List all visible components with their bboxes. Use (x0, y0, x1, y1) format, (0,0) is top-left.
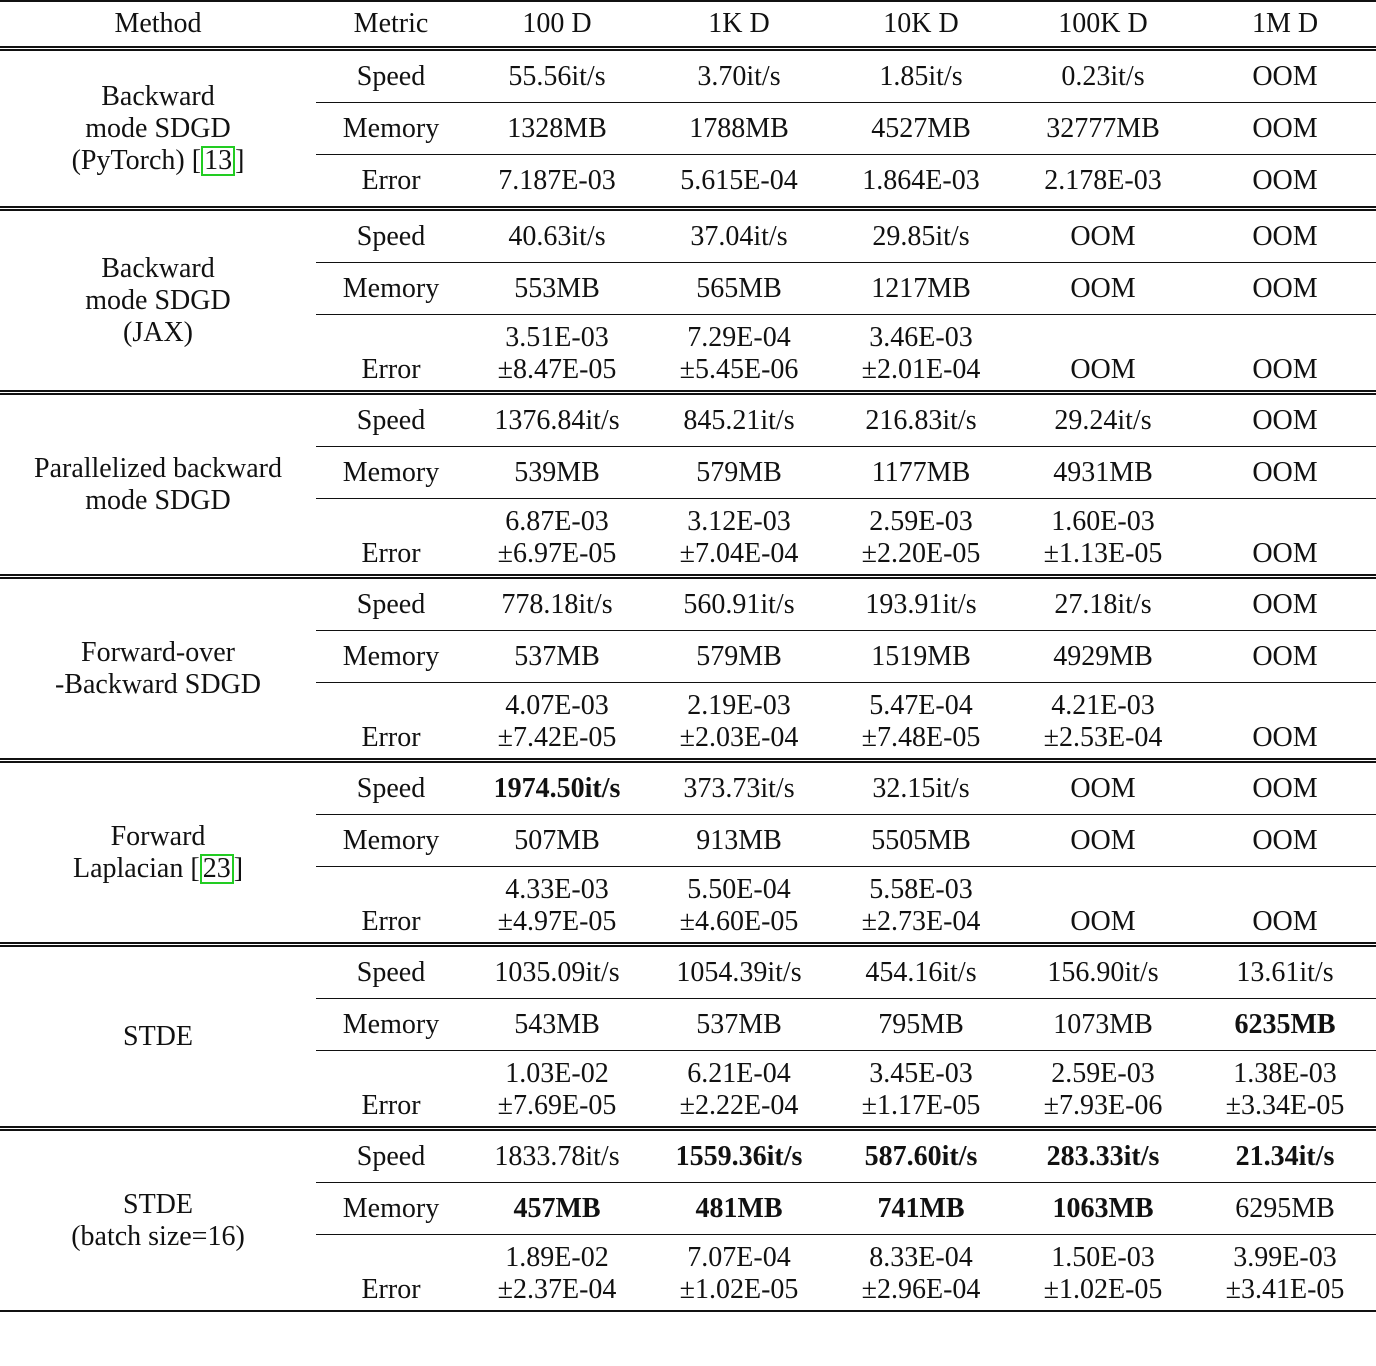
value-cell: 29.85it/s (872, 220, 970, 252)
value-cell: 373.73it/s (683, 772, 795, 804)
value-cell: 795MB (830, 999, 1012, 1051)
value-cell: OOM (1012, 867, 1194, 945)
header-100d: 100 D (466, 1, 648, 49)
mean-value: 1.03E-02 (505, 1058, 609, 1089)
value-cell: 741MB (830, 1183, 1012, 1235)
method-cell (0, 945, 316, 1129)
method-text: mode SDGD (85, 484, 231, 516)
table-row (0, 761, 1376, 815)
value-cell: 216.83it/s (865, 404, 977, 436)
value-cell: 37.04it/s (690, 220, 788, 252)
metric-cell: Error (316, 315, 466, 393)
table-row (0, 49, 1376, 103)
method-text: Forward (110, 820, 206, 852)
metric-cell: Error (316, 1051, 466, 1129)
method-group (0, 945, 1376, 1129)
value-cell: 27.18it/s (1054, 588, 1152, 620)
value-cell (830, 867, 1012, 945)
value-cell: 5505MB (830, 815, 1012, 867)
value-cell: 21.34it/s (1235, 1140, 1335, 1172)
value-cell: 1054.39it/s (676, 956, 802, 988)
header-metric: Metric (316, 1, 466, 49)
value-cell (830, 499, 1012, 577)
value-cell: OOM (1194, 683, 1376, 761)
method-text: mode SDGD (85, 112, 231, 144)
value-cell: 55.56it/s (508, 60, 606, 92)
std-value: ±2.22E-04 (679, 1090, 799, 1121)
method-group (0, 1129, 1376, 1312)
mean-value: 7.07E-04 (687, 1242, 791, 1273)
mean-value: 4.07E-03 (505, 690, 609, 721)
method-text: STDE (123, 1188, 193, 1220)
value-cell: OOM (1252, 772, 1318, 804)
method-cell (0, 761, 316, 945)
metric-cell: Speed (356, 956, 426, 988)
method-text: Parallelized backward (34, 452, 282, 484)
value-cell: 156.90it/s (1047, 956, 1159, 988)
value-cell: OOM (1194, 263, 1376, 315)
value-cell (1194, 1051, 1376, 1129)
method-name-line (4, 853, 312, 885)
value-cell (830, 1235, 1012, 1312)
method-group (0, 761, 1376, 945)
value-cell: 481MB (648, 1183, 830, 1235)
method-name-line (4, 1021, 312, 1053)
method-text: Backward (101, 252, 215, 284)
std-value: ±7.93E-06 (1043, 1090, 1163, 1121)
std-value: ±1.13E-05 (1043, 538, 1163, 569)
header-method: Method (0, 1, 316, 49)
std-value: ±1.02E-05 (1043, 1274, 1163, 1305)
std-value: ±3.41E-05 (1225, 1274, 1345, 1305)
value-cell: OOM (1012, 815, 1194, 867)
table-row (0, 209, 1376, 263)
value-cell (1012, 1051, 1194, 1129)
metric-cell: Speed (356, 588, 426, 620)
method-cell (0, 209, 316, 393)
method-name-line (4, 485, 312, 517)
citation-bracket: ] (235, 144, 245, 176)
value-cell: 537MB (466, 631, 648, 683)
mean-value: 6.87E-03 (505, 506, 609, 537)
mean-value: 5.50E-04 (687, 874, 791, 905)
method-name-line (4, 113, 312, 145)
metric-cell: Memory (316, 103, 466, 155)
value-cell: 2.178E-03 (1012, 155, 1194, 209)
value-cell: 565MB (648, 263, 830, 315)
method-group (0, 393, 1376, 577)
method-name-line (4, 821, 312, 853)
value-cell: 6295MB (1194, 1183, 1376, 1235)
value-cell: 778.18it/s (501, 588, 613, 620)
std-value: ±1.17E-05 (861, 1090, 981, 1121)
metric-cell: Memory (316, 1183, 466, 1235)
value-cell: 579MB (648, 631, 830, 683)
metric-cell: Error (316, 155, 466, 209)
header-1md: 1M D (1194, 1, 1376, 49)
mean-value: 6.21E-04 (687, 1058, 791, 1089)
mean-value: 1.50E-03 (1051, 1242, 1155, 1273)
value-cell (830, 1051, 1012, 1129)
mean-value: 2.19E-03 (687, 690, 791, 721)
header-1kd: 1K D (648, 1, 830, 49)
value-cell: 587.60it/s (864, 1140, 978, 1172)
value-cell: 1328MB (466, 103, 648, 155)
method-text: (batch size=16) (71, 1220, 245, 1252)
value-cell: OOM (1194, 155, 1376, 209)
method-text: -Backward SDGD (54, 668, 262, 700)
value-cell: 32777MB (1012, 103, 1194, 155)
value-cell: 1063MB (1012, 1183, 1194, 1235)
value-cell: 457MB (466, 1183, 648, 1235)
method-name-line (4, 285, 312, 317)
header-10kd: 10K D (830, 1, 1012, 49)
table-row (0, 945, 1376, 999)
value-cell: OOM (1070, 772, 1136, 804)
value-cell: 845.21it/s (683, 404, 795, 436)
metric-cell: Memory (316, 263, 466, 315)
value-cell: OOM (1012, 315, 1194, 393)
method-name-line (4, 81, 312, 113)
mean-value: 3.45E-03 (869, 1058, 973, 1089)
method-text: (PyTorch) [ (71, 144, 202, 176)
value-cell: 1833.78it/s (494, 1140, 620, 1172)
method-name-line (4, 145, 312, 177)
mean-value: 1.60E-03 (1051, 506, 1155, 537)
mean-value: 2.59E-03 (1051, 1058, 1155, 1089)
method-group (0, 209, 1376, 393)
std-value: ±2.96E-04 (861, 1274, 981, 1305)
citation-bracket: ] (233, 852, 244, 884)
value-cell: 5.615E-04 (648, 155, 830, 209)
method-text: Backward (101, 80, 215, 112)
value-cell: OOM (1252, 404, 1318, 436)
value-cell: OOM (1252, 60, 1318, 92)
mean-value: 1.38E-03 (1233, 1058, 1337, 1089)
method-text: Laplacian [ (72, 852, 200, 884)
mean-value: 7.29E-04 (687, 322, 791, 353)
value-cell: 3.70it/s (697, 60, 781, 92)
value-cell (1012, 499, 1194, 577)
std-value: ±8.47E-05 (497, 354, 617, 385)
method-group (0, 577, 1376, 761)
value-cell: 1559.36it/s (675, 1140, 803, 1172)
value-cell: 1177MB (830, 447, 1012, 499)
method-text: mode SDGD (85, 284, 231, 316)
value-cell: 1974.50it/s (493, 772, 621, 804)
mean-value: 3.46E-03 (869, 322, 973, 353)
value-cell: 507MB (466, 815, 648, 867)
value-cell (466, 683, 648, 761)
method-cell (0, 49, 316, 209)
method-name-line (4, 453, 312, 485)
value-cell (830, 683, 1012, 761)
method-name-line (4, 1189, 312, 1221)
std-value: ±1.02E-05 (679, 1274, 799, 1305)
value-cell: 1788MB (648, 103, 830, 155)
table-row (0, 393, 1376, 447)
value-cell: 1.864E-03 (830, 155, 1012, 209)
value-cell: 4527MB (830, 103, 1012, 155)
std-value: ±7.69E-05 (497, 1090, 617, 1121)
value-cell (648, 867, 830, 945)
value-cell: OOM (1012, 263, 1194, 315)
mean-value: 3.51E-03 (505, 322, 609, 353)
value-cell: 13.61it/s (1236, 956, 1334, 988)
method-cell (0, 393, 316, 577)
std-value: ±2.03E-04 (679, 722, 799, 753)
metric-cell: Speed (356, 1140, 426, 1172)
value-cell: 283.33it/s (1046, 1140, 1160, 1172)
std-value: ±2.20E-05 (861, 538, 981, 569)
value-cell (648, 499, 830, 577)
metric-cell: Speed (356, 60, 426, 92)
metric-cell: Error (316, 683, 466, 761)
method-text: STDE (123, 1020, 193, 1052)
table-row (0, 577, 1376, 631)
metric-cell: Speed (356, 772, 426, 804)
std-value: ±4.97E-05 (497, 906, 617, 937)
value-cell (466, 867, 648, 945)
value-cell: 6235MB (1194, 999, 1376, 1051)
value-cell: 454.16it/s (865, 956, 977, 988)
value-cell: 4931MB (1012, 447, 1194, 499)
value-cell: 560.91it/s (683, 588, 795, 620)
value-cell (1012, 683, 1194, 761)
std-value: ±2.73E-04 (861, 906, 981, 937)
value-cell: 0.23it/s (1061, 60, 1145, 92)
std-value: ±3.34E-05 (1225, 1090, 1345, 1121)
metric-cell: Memory (316, 815, 466, 867)
value-cell: OOM (1194, 103, 1376, 155)
value-cell: 193.91it/s (865, 588, 977, 620)
value-cell: 1035.09it/s (494, 956, 620, 988)
value-cell: OOM (1194, 447, 1376, 499)
value-cell: 40.63it/s (508, 220, 606, 252)
metric-cell: Error (316, 867, 466, 945)
mean-value: 3.12E-03 (687, 506, 791, 537)
value-cell: 1217MB (830, 263, 1012, 315)
value-cell: OOM (1070, 220, 1136, 252)
value-cell: OOM (1194, 315, 1376, 393)
std-value: ±2.53E-04 (1043, 722, 1163, 753)
std-value: ±7.04E-04 (679, 538, 799, 569)
mean-value: 5.58E-03 (869, 874, 973, 905)
std-value: ±2.37E-04 (497, 1274, 617, 1305)
value-cell: 1376.84it/s (494, 404, 620, 436)
method-name-line (4, 317, 312, 349)
value-cell: 539MB (466, 447, 648, 499)
metric-cell: Error (316, 499, 466, 577)
method-name-line (4, 1221, 312, 1253)
method-group (0, 49, 1376, 209)
value-cell (830, 315, 1012, 393)
citation-link[interactable]: 13 (201, 146, 235, 176)
method-text: Forward-over (81, 636, 235, 668)
value-cell: 7.187E-03 (466, 155, 648, 209)
metric-cell: Memory (316, 999, 466, 1051)
header-100kd: 100K D (1012, 1, 1194, 49)
value-cell: 537MB (648, 999, 830, 1051)
std-value: ±7.42E-05 (497, 722, 617, 753)
method-name-line (4, 253, 312, 285)
method-cell (0, 577, 316, 761)
value-cell: 1519MB (830, 631, 1012, 683)
value-cell (466, 315, 648, 393)
mean-value: 3.99E-03 (1233, 1242, 1337, 1273)
value-cell: OOM (1194, 499, 1376, 577)
value-cell: 1.85it/s (879, 60, 963, 92)
method-cell (0, 1129, 316, 1312)
value-cell: 29.24it/s (1054, 404, 1152, 436)
value-cell: 1073MB (1012, 999, 1194, 1051)
value-cell: 553MB (466, 263, 648, 315)
mean-value: 8.33E-04 (869, 1242, 973, 1273)
std-value: ±5.45E-06 (679, 354, 799, 385)
std-value: ±4.60E-05 (679, 906, 799, 937)
value-cell: OOM (1252, 220, 1318, 252)
value-cell (466, 1051, 648, 1129)
mean-value: 2.59E-03 (869, 506, 973, 537)
value-cell: 579MB (648, 447, 830, 499)
value-cell (1194, 1235, 1376, 1312)
method-name-line (4, 637, 312, 669)
mean-value: 4.21E-03 (1051, 690, 1155, 721)
metric-cell: Memory (316, 447, 466, 499)
method-name-line (4, 669, 312, 701)
value-cell (466, 499, 648, 577)
value-cell: 913MB (648, 815, 830, 867)
mean-value: 5.47E-04 (869, 690, 973, 721)
metric-cell: Speed (356, 404, 426, 436)
value-cell (648, 683, 830, 761)
value-cell (648, 315, 830, 393)
std-value: ±2.01E-04 (861, 354, 981, 385)
value-cell: 4929MB (1012, 631, 1194, 683)
value-cell (648, 1235, 830, 1312)
std-value: ±6.97E-05 (497, 538, 617, 569)
value-cell (648, 1051, 830, 1129)
std-value: ±7.48E-05 (861, 722, 981, 753)
value-cell (466, 1235, 648, 1312)
value-cell: 543MB (466, 999, 648, 1051)
value-cell: OOM (1252, 588, 1318, 620)
value-cell: 32.15it/s (872, 772, 970, 804)
mean-value: 1.89E-02 (505, 1242, 609, 1273)
table-row (0, 1129, 1376, 1183)
mean-value: 4.33E-03 (505, 874, 609, 905)
method-text: (JAX) (123, 316, 193, 348)
table-header (0, 1, 1376, 49)
value-cell: OOM (1194, 867, 1376, 945)
metric-cell: Speed (356, 220, 426, 252)
metric-cell: Error (316, 1235, 466, 1312)
value-cell: OOM (1194, 631, 1376, 683)
value-cell: OOM (1194, 815, 1376, 867)
value-cell (1012, 1235, 1194, 1312)
citation-link[interactable]: 23 (200, 854, 234, 884)
metric-cell: Memory (316, 631, 466, 683)
